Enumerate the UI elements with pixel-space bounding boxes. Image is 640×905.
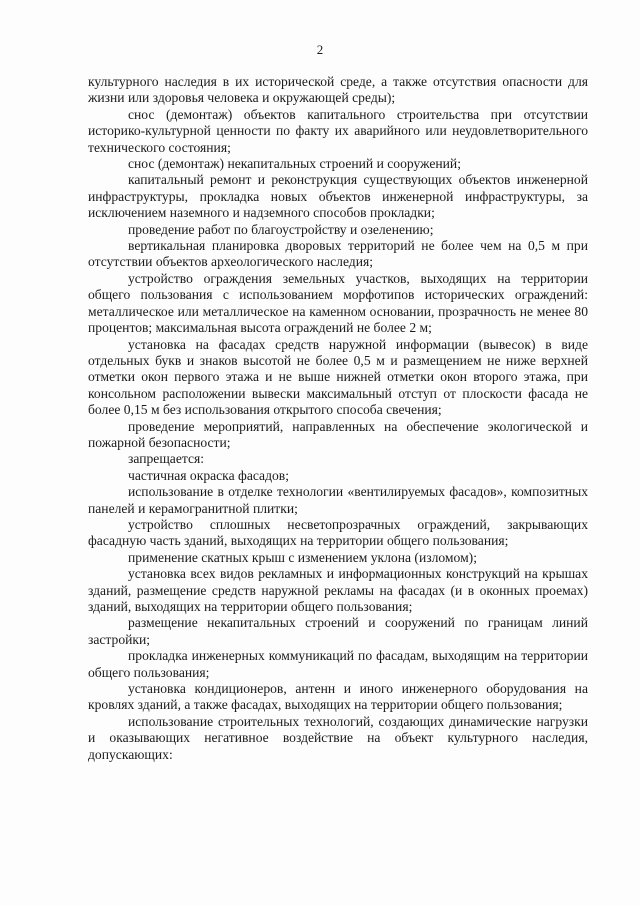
paragraph: устройство сплошных несветопрозрачных ограждений, закрывающих фасадную часть зданий, выходящих на территории общего пользования;	[88, 516, 588, 549]
paragraph: частичная окраска фасадов;	[128, 467, 289, 483]
paragraph: проведение мероприятий, направленных на обеспечение экологической и пожарной безопасности;	[88, 418, 588, 450]
paragraph: установка кондиционеров, антенн и иного инженерного оборудования на кровлях зданий, а также фасадах, выходящих на территории общего пользования;	[88, 681, 588, 713]
paragraph: вертикальная планировка дворовых территорий не более чем на 0,5 м при отсутствии объектов археологического наследия;	[88, 238, 588, 270]
document-body	[88, 74, 588, 763]
paragraph: запрещается:	[128, 451, 205, 467]
paragraph: устройство ограждения земельных участков, выходящих на территории общего пользования с использованием морфотипов исторических ограждений: металлическое или металлическое на каменном основании, прозрачность не менее 80 процентов; максимальная высота ограждений не более 2 м;	[88, 270, 588, 336]
paragraph: снос (демонтаж) некапитальных строений и сооружений;	[128, 156, 461, 172]
paragraph: установка на фасадах средств наружной информации (вывесок) в виде отдельных букв и знаков высотой не более 0,5 м и размещением не ниже верхней отметки окон первого этажа и не выше нижней отметки окон второго этажа, при консольном расположении вывески максимальный отступ от плоскости фасада не более 0,15 м без использования открытого способа свечения;	[88, 336, 588, 418]
paragraph: размещение некапитальных строений и сооружений по границам линий застройки;	[88, 615, 588, 647]
paragraph: снос (демонтаж) объектов капитального строительства при отсутствии историко-культурной ценности по факту их аварийного или неудовлетворительного технического состояния;	[88, 106, 588, 155]
paragraph: использование строительных технологий, создающих динамические нагрузки и оказывающих негативное воздействие на объект культурного наследия, допускающих:	[88, 713, 588, 762]
paragraph: проведение работ по благоустройству и озеленению;	[128, 221, 434, 237]
paragraph: установка всех видов рекламных и информационных конструкций на крышах зданий, размещение средств наружной рекламы на фасадах (и в оконных проемах) зданий, выходящих на территории общего пользования;	[88, 566, 588, 614]
paragraph: использование в отделке технологии «вентилируемых фасадов», композитных панелей и керамогранитной плитки;	[88, 484, 588, 516]
paragraph: применение скатных крыш с изменением уклона (изломом);	[128, 549, 477, 565]
paragraph: прокладка инженерных коммуникаций по фасадам, выходящим на территории общего пользования;	[88, 648, 588, 680]
page-number: 2	[316, 42, 324, 57]
paragraph: культурного наследия в их исторической среде, а также отсутствия опасности для жизни или здоровья человека и окружающей среды);	[88, 74, 588, 106]
paragraph: капитальный ремонт и реконструкция существующих объектов инженерной инфраструктуры, прокладка новых объектов инженерной инфраструктуры, за исключением наземного и надземного способов прокладки;	[88, 172, 588, 221]
